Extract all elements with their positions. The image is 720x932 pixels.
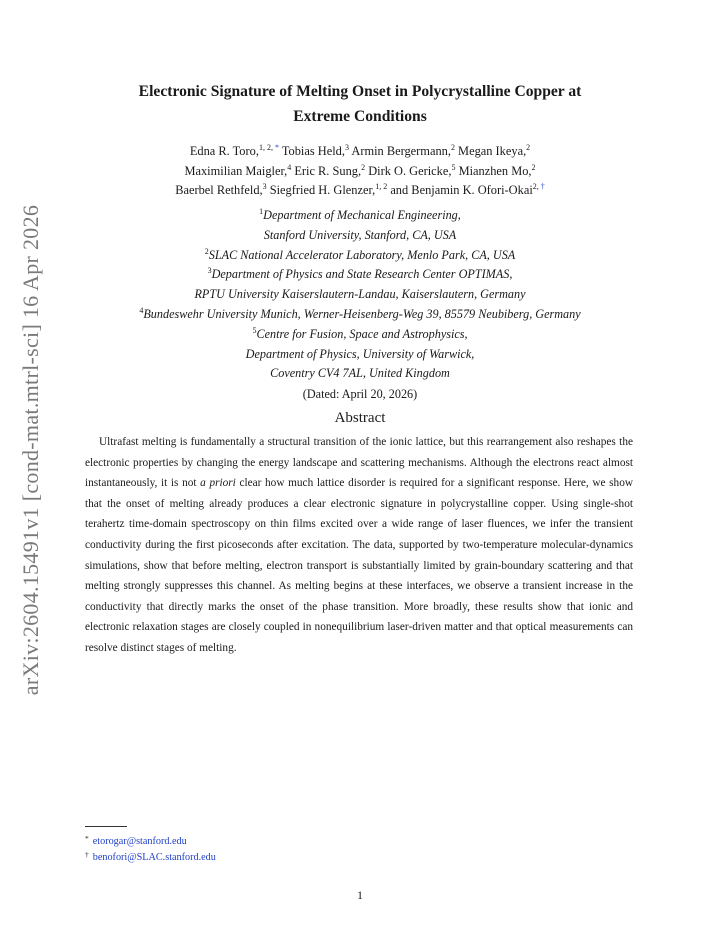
affiliation-text: Bundeswehr University Munich, Werner-Heisenberg-Weg 39, 85579 Neubiberg, Germany	[143, 306, 581, 321]
affiliation-line	[70, 325, 650, 345]
footnote-2	[85, 848, 216, 865]
author-name: Siegfried H. Glenzer,	[269, 183, 376, 197]
author-name: Maximilian Maigler,	[184, 163, 288, 178]
author-name: and Benjamin K. Ofori-Okai	[390, 183, 533, 197]
author-name: Baerbel Rethfeld,	[175, 183, 263, 197]
author	[175, 183, 266, 197]
affiliation-line	[70, 246, 650, 266]
affiliation-line	[70, 285, 650, 305]
author-name: Dirk O. Gericke,	[368, 163, 452, 178]
affiliation-number: 2	[204, 246, 209, 256]
footnote-2-symbol: †	[85, 850, 89, 859]
author-affiliation-marker	[287, 163, 291, 172]
affiliation-numbers: 2	[526, 143, 531, 152]
affiliation-numbers: 3	[344, 143, 349, 152]
arxiv-identifier[interactable]: arXiv:2604.15491v1 [cond-mat.mtrl-sci] 16 Apr 2026	[18, 204, 43, 696]
abstract-body	[85, 432, 633, 659]
affiliation-line	[70, 226, 650, 246]
affiliation-numbers: 1, 2	[375, 182, 388, 191]
correspondence-mark[interactable]: †	[540, 182, 545, 191]
author	[282, 144, 349, 158]
author-name: Armin Bergermann,	[351, 144, 451, 158]
author-affiliation-marker	[361, 163, 365, 172]
affiliation-number: 3	[207, 266, 212, 276]
affiliation-number: 5	[252, 325, 257, 335]
author-name: Mianzhen Mo,	[458, 163, 532, 178]
dated-line: (Dated: April 20, 2026)	[302, 387, 418, 401]
author-name: Tobias Held,	[281, 144, 345, 158]
affiliation-numbers: 2	[450, 143, 455, 152]
affiliation-numbers: 3	[262, 182, 267, 191]
abstract-text-2: clear how much lattice disorder is required for a significant response. Here, we show that the onset of melting already produces a clear electronic signature in polycrystalline copper. Using single-shot terahertz time-domain spectroscopy on thin films excited over a wide range of laser fluences, we infer the transient conductivity during the first picoseconds after excitation. The data, supported by two-temperature molecular-dynamics simulations, show that before melting, electron transport is substantially limited by grain-boundary scattering and that melting strongly suppresses this channel. As melting begins at these interfaces, we observe a transient increase in the conductivity that directly marks the onset of the phase transition. More broadly, these results show that ionic and electronic relaxation stages are closely coupled in nonequilibrium laser-driven matter and that optical measurements can resolve distinct stages of melting.	[85, 477, 633, 654]
author-name: Edna R. Toro,	[189, 144, 259, 158]
author-name: Megan Ikeya,	[458, 144, 527, 158]
footnote-rule	[85, 826, 127, 827]
correspondence-mark[interactable]: *	[274, 143, 279, 152]
affiliation-numbers: 5	[451, 162, 456, 172]
affiliation-text: Department of Physics and State Research Center OPTIMAS,	[211, 267, 513, 282]
author-affiliation-marker	[345, 143, 349, 152]
author-affiliation-marker	[451, 163, 455, 172]
affiliation-text: Stanford University, Stanford, CA, USA	[263, 227, 457, 242]
author	[294, 164, 365, 178]
affiliation-number: 4	[139, 305, 144, 315]
affiliation-numbers: 4	[287, 162, 292, 172]
author	[184, 164, 291, 178]
arxiv-sidebar-stamp	[5, 200, 57, 700]
affiliation-numbers: 2	[531, 162, 536, 172]
author-affiliation-marker	[375, 182, 387, 191]
affiliation-line	[70, 265, 650, 285]
footnote-1-symbol: *	[85, 834, 89, 843]
author-affiliation-marker	[263, 182, 267, 191]
page-number: 1	[357, 888, 363, 902]
title-line-2: Extreme Conditions	[293, 108, 427, 125]
author-affiliation-marker	[259, 143, 279, 152]
affiliation-number: 1	[259, 207, 264, 216]
affiliation-numbers: 2,	[532, 182, 541, 191]
affiliation-text: SLAC National Accelerator Laboratory, Menlo Park, CA, USA	[208, 247, 516, 262]
author	[368, 164, 455, 178]
abstract-italic-phrase: a priori	[200, 477, 236, 490]
affiliation-text: RPTU University Kaiserslautern-Landau, Kaiserslautern, Germany	[194, 287, 526, 302]
affiliation-text: Department of Physics, University of Warwick,	[245, 346, 475, 361]
affiliation-numbers: 1, 2,	[258, 143, 275, 152]
author-list	[80, 142, 640, 201]
affiliation-line	[70, 364, 650, 384]
footnote-1-email-link[interactable]: etorogar@stanford.edu	[92, 836, 187, 847]
affiliation-line	[70, 206, 650, 226]
affiliation-text: Coventry CV4 7AL, United Kingdom	[270, 366, 450, 381]
abstract-text-1: Ultrafast melting is fundamentally a structural transition of the ionic lattice, but this rearrangement also reshapes the electronic properties by changing the energy landscape and scattering mechanisms. Although the electrons react almost instantaneously, it is not	[85, 436, 633, 490]
title-line-1: Electronic Signature of Melting Onset in Polycrystalline Copper at	[138, 83, 582, 100]
affiliation-line	[70, 345, 650, 365]
author-affiliation-marker	[451, 143, 455, 152]
affiliation-text: Department of Mechanical Engineering,	[263, 208, 461, 222]
paper-title	[80, 79, 640, 129]
author-affiliation-marker	[532, 163, 536, 172]
affiliation-line	[70, 305, 650, 325]
abstract-heading: Abstract	[334, 410, 386, 426]
author	[270, 183, 387, 197]
author-name: Eric R. Sung,	[294, 163, 362, 178]
author	[351, 144, 455, 158]
footnote-2-email-link[interactable]: benofori@SLAC.stanford.edu	[92, 852, 216, 863]
affiliation-text: Centre for Fusion, Space and Astrophysics,	[256, 326, 468, 341]
author	[390, 183, 544, 197]
footnote-1	[85, 832, 187, 849]
author	[458, 144, 530, 158]
author	[190, 144, 279, 158]
author	[459, 164, 536, 178]
affiliation-list	[70, 206, 650, 384]
author-affiliation-marker	[533, 182, 545, 191]
affiliation-numbers: 2	[361, 162, 366, 172]
author-affiliation-marker	[526, 143, 530, 152]
